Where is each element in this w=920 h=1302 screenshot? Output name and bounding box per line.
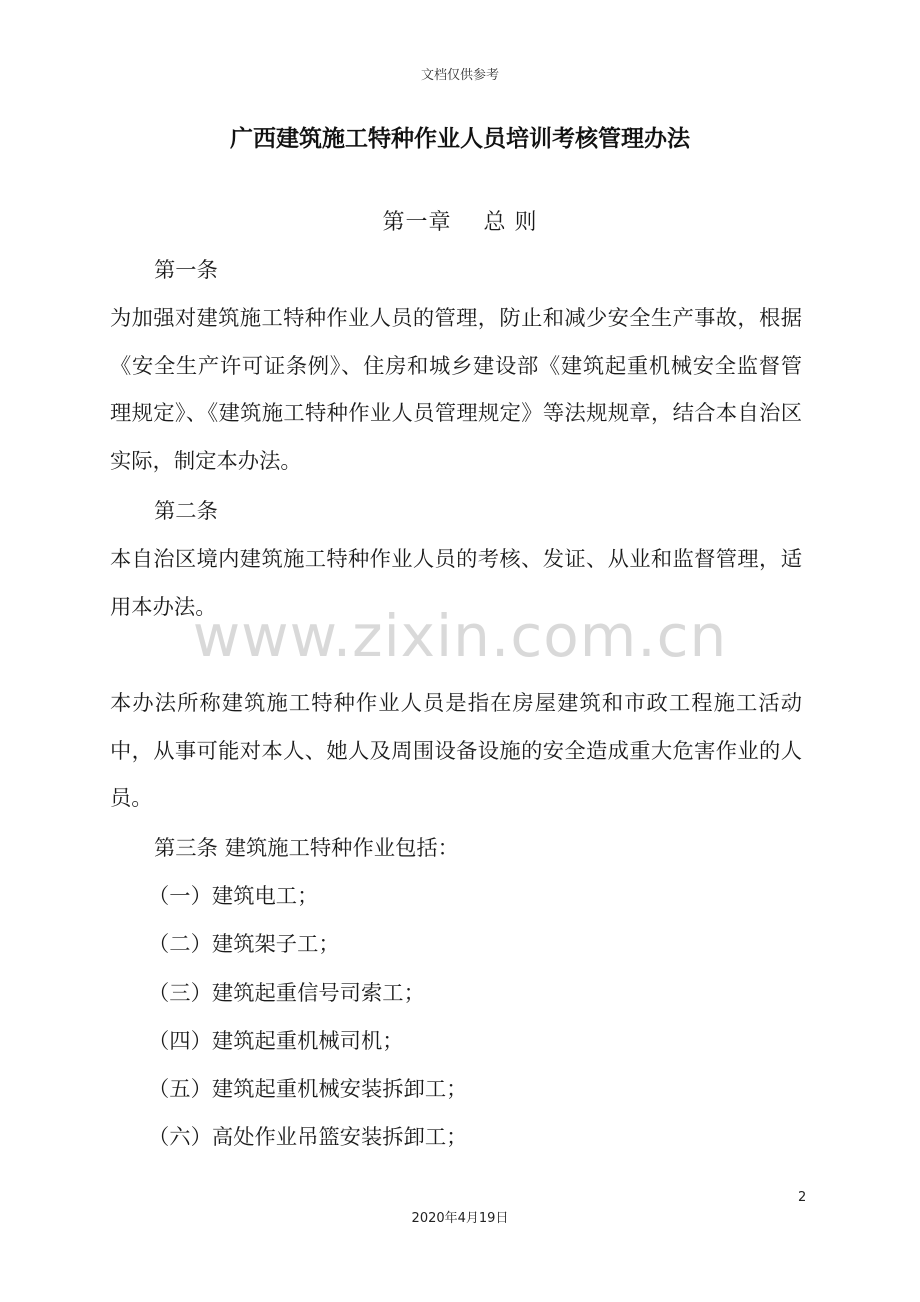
article-1-text: 为加强对建筑施工特种作业人员的管理，防止和减少安全生产事故，根据《安全生产许可证条例》、住房和城乡建设部《建筑起重机械安全监督管理规定》、《建筑施工特种作业人员管理规定》等法规规章，结合本自治区实际，制定本办法。 (110, 306, 802, 474)
article-2-text: 本自治区境内建筑施工特种作业人员的考核、发证、从业和监督管理，适用本办法。 (110, 547, 802, 620)
chapter-label: 第一章 (382, 210, 452, 235)
header-note: 文档仅供参考 (420, 68, 499, 83)
article-3-label: 第三条 (154, 836, 218, 861)
list-item: （二）建筑架子工； (148, 932, 340, 957)
article-2-label: 第二条 (154, 499, 218, 524)
list-item: （六）高处作业吊篮安装拆卸工； (148, 1125, 468, 1150)
list-item: （一）建筑电工； (148, 884, 319, 909)
article-1-label: 第一条 (154, 258, 218, 283)
chapter-name: 总 则 (483, 210, 538, 235)
article-3-heading (154, 834, 854, 864)
list-item: （三）建筑起重信号司索工； (148, 981, 425, 1006)
list-item: （四）建筑起重机械司机； (148, 1029, 404, 1054)
article-2-definition: 本办法所称建筑施工特种作业人员是指在房屋建筑和市政工程施工活动中，从事可能对本人、她人及周围设备设施的安全造成重大危害作业的人员。 (110, 691, 802, 811)
chapter-heading (0, 205, 920, 236)
document-title: 广西建筑施工特种作业人员培训考核管理办法 (230, 126, 690, 152)
watermark: www.zixin.com.cn (192, 602, 728, 670)
article-3-intro: 建筑施工特种作业包括： (224, 836, 459, 861)
list-item: （五）建筑起重机械安装拆卸工； (148, 1077, 468, 1102)
footer-date: 2020年4月19日 (411, 1211, 509, 1226)
page-number: 2 (798, 1190, 807, 1205)
